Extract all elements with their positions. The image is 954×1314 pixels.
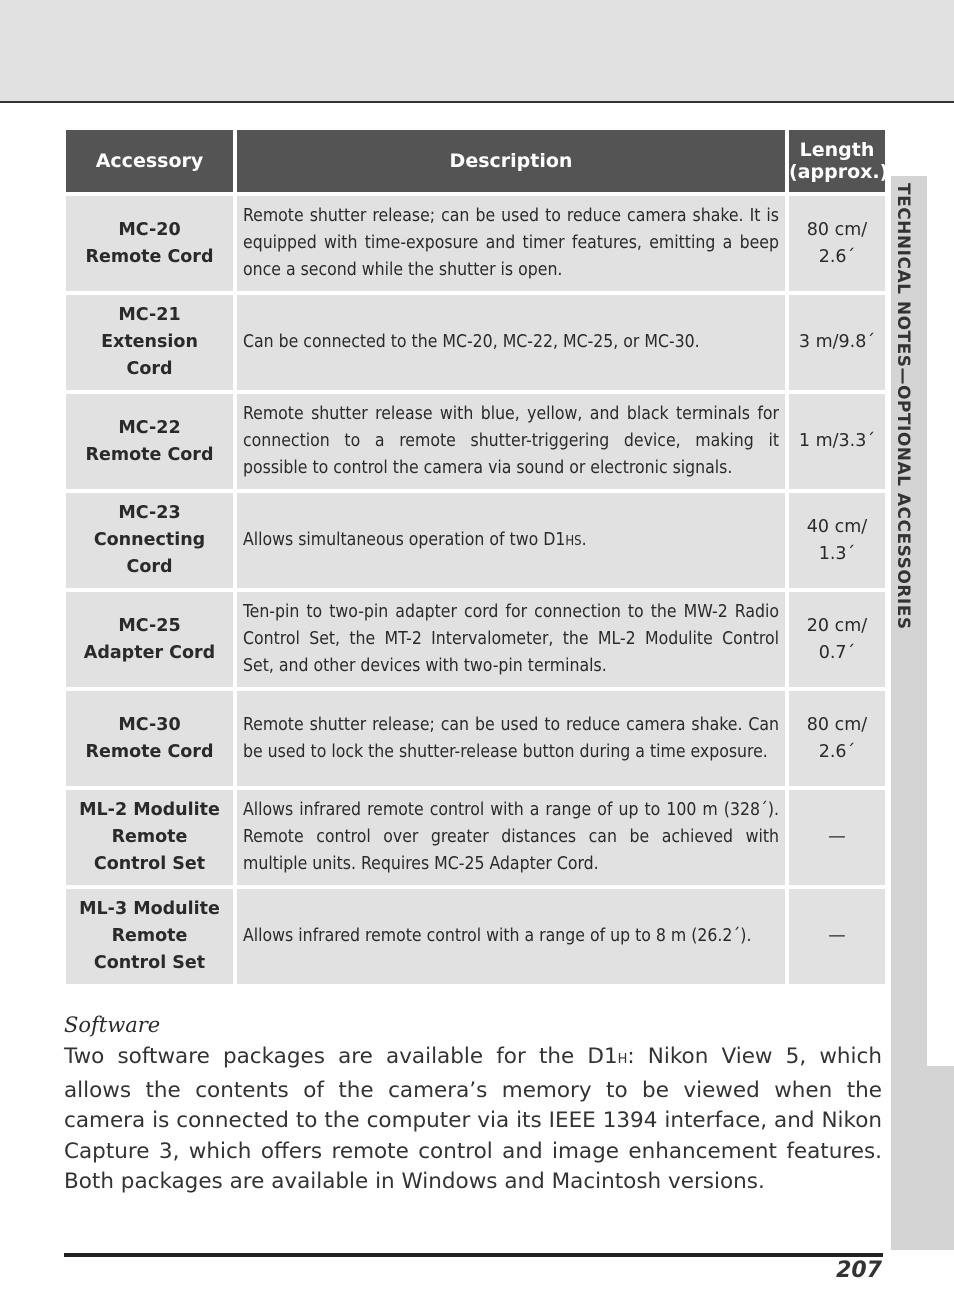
- accessory-description: Remote shutter release; can be used to reduce camera shake. It is equipped with time-exposure and timer features, emitting a beep once a second while the shutter is open.: [237, 196, 785, 291]
- accessory-name: MC-22 Remote Cord: [66, 394, 233, 489]
- accessory-description: Allows infrared remote control with a range of up to 8 m (26.2´).: [237, 889, 785, 984]
- chapter-label: TECHNICAL NOTES—OPTIONAL ACCESSORIES: [893, 183, 913, 630]
- accessory-length: 20 cm/ 0.7´: [789, 592, 885, 687]
- accessory-description: Remote shutter release with blue, yellow, and black terminals for connection to a remote shutter-triggering device, making it possible to control the camera via sound or electronic signals.: [237, 394, 785, 489]
- table-row: [66, 394, 885, 489]
- header-band: [0, 0, 954, 103]
- header-accessory: Accessory: [66, 130, 233, 192]
- accessory-description: Ten-pin to two-pin adapter cord for connection to the MW-2 Radio Control Set, the MT-2 Intervalometer, the ML-2 Modulite Control Set, and other devices with two-pin terminals.: [237, 592, 785, 687]
- accessory-name: MC-23 Connecting Cord: [66, 493, 233, 588]
- software-paragraph: Two software packages are available for the D1H: Nikon View 5, which allows the contents of the camera’s memory to be viewed when the camera is connected to the computer via its IEEE 1394 interface, and Nikon Capture 3, which offers remote control and image enhancement features. Both packages are available in Windows and Macintosh versions.: [64, 1044, 882, 1194]
- accessory-name: MC-25 Adapter Cord: [66, 592, 233, 687]
- accessory-name: ML-3 Modulite Remote Control Set: [66, 889, 233, 984]
- accessory-length: —: [789, 889, 885, 984]
- accessory-description: Allows infrared remote control with a range of up to 100 m (328´). Remote control over greater distances can be achieved with multiple units. Requires MC-25 Adapter Cord.: [237, 790, 785, 885]
- accessories-table: [62, 126, 889, 988]
- accessory-name: MC-20 Remote Cord: [66, 196, 233, 291]
- header-description: Description: [237, 130, 785, 192]
- accessory-length: 3 m/9.8´: [789, 295, 885, 390]
- accessory-description: Remote shutter release; can be used to reduce camera shake. Can be used to lock the shutter-release button during a time exposure.: [237, 691, 785, 786]
- table-row: [66, 196, 885, 291]
- accessory-length: 40 cm/ 1.3´: [789, 493, 885, 588]
- accessory-length: 80 cm/ 2.6´: [789, 691, 885, 786]
- accessory-description: Allows simultaneous operation of two D1HS.: [237, 493, 785, 588]
- table-row: [66, 493, 885, 588]
- accessory-length: —: [789, 790, 885, 885]
- header-length: Length (approx.): [789, 130, 885, 192]
- accessory-name: MC-21 Extension Cord: [66, 295, 233, 390]
- table-row: [66, 790, 885, 885]
- accessory-description: Can be connected to the MC-20, MC-22, MC-25, or MC-30.: [237, 295, 785, 390]
- page-number: 207: [836, 1258, 882, 1283]
- accessory-name: ML-2 Modulite Remote Control Set: [66, 790, 233, 885]
- table-header-row: [66, 130, 885, 192]
- table-row: [66, 295, 885, 390]
- accessory-length: 1 m/3.3´: [789, 394, 885, 489]
- accessory-length: 80 cm/ 2.6´: [789, 196, 885, 291]
- table-row: [66, 691, 885, 786]
- table-row: [66, 592, 885, 687]
- accessory-name: MC-30 Remote Cord: [66, 691, 233, 786]
- footer-rule: [64, 1253, 883, 1257]
- software-heading: Software: [64, 1013, 161, 1037]
- table-row: [66, 889, 885, 984]
